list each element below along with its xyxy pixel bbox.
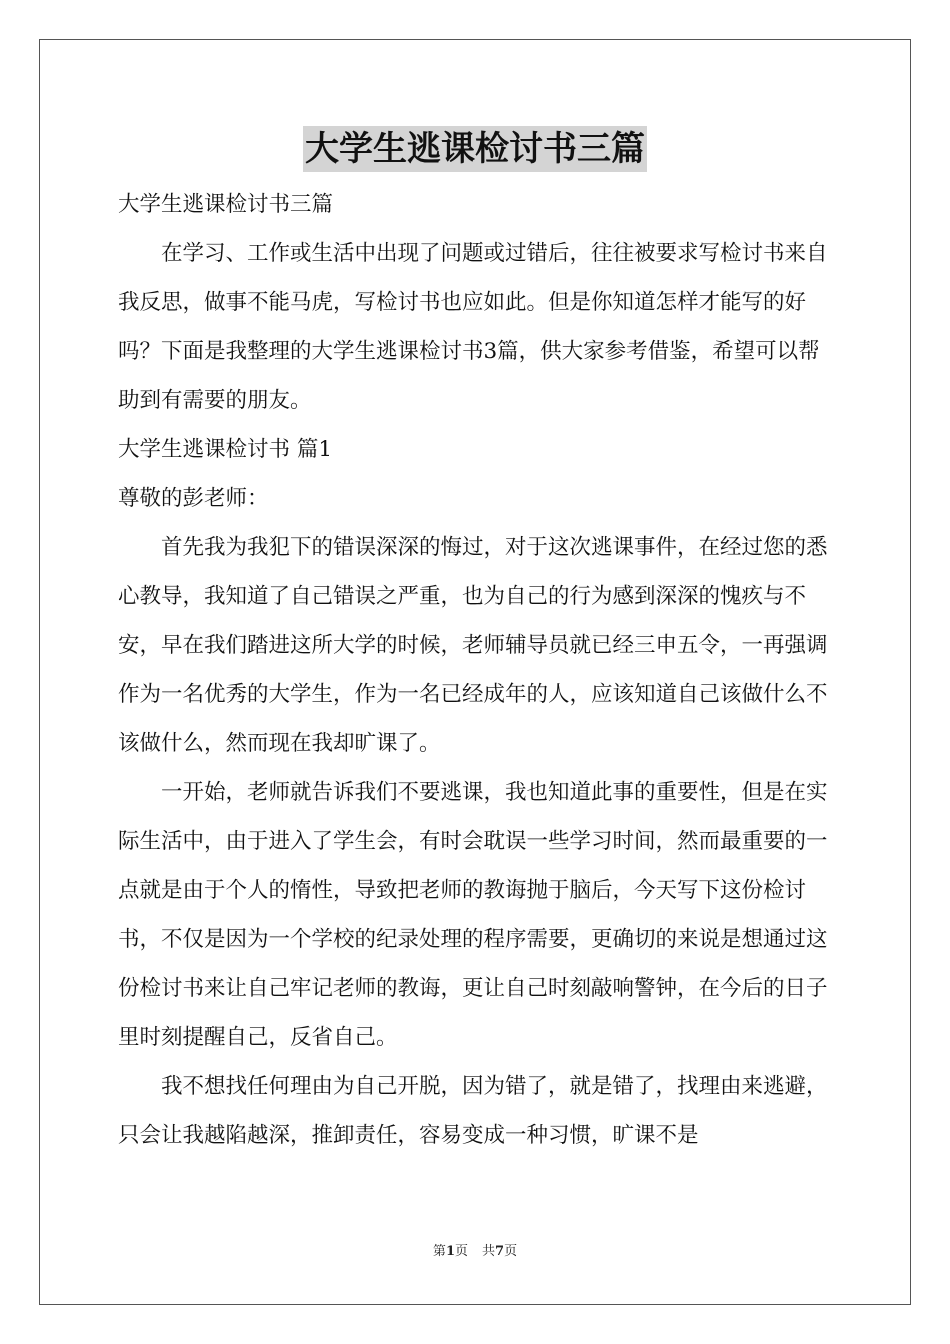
total-suffix: 页 [504, 1244, 518, 1259]
intro-paragraph: 在学习、工作或生活中出现了问题或过错后，往往被要求写检讨书来自我反思，做事不能马虎，写检讨书也应如此。但是你知道怎样才能写的好吗？下面是我整理的大学生逃课检讨书3篇，供大家参考借鉴，希望可以帮助到有需要的朋友。 [118, 241, 828, 413]
body-paragraph-1: 首先我为我犯下的错误深深的悔过，对于这次逃课事件，在经过您的悉心教导，我知道了自己错误之严重，也为自己的行为感到深深的愧疚与不安，早在我们踏进这所大学的时候，老师辅导员就已经三申五令，一再强调作为一名优秀的大学生，作为一名已经成年的人，应该知道自己该做什么不该做什么，然而现在我却旷课了。 [118, 535, 828, 756]
page-footer [0, 1243, 950, 1261]
title-container [0, 126, 950, 172]
total-prefix: 共 [482, 1244, 496, 1259]
salutation: 尊敬的彭老师： [118, 486, 269, 511]
page-current: 1 [445, 1244, 455, 1259]
document-body [118, 180, 834, 1160]
subtitle-line: 大学生逃课检讨书三篇 [118, 192, 334, 217]
document-title: 大学生逃课检讨书三篇 [303, 126, 647, 172]
section-heading: 大学生逃课检讨书 篇1 [118, 437, 333, 462]
body-paragraph-2: 一开始，老师就告诉我们不要逃课，我也知道此事的重要性，但是在实际生活中，由于进入了学生会，有时会耽误一些学习时间，然而最重要的一点就是由于个人的惰性，导致把老师的教诲抛于脑后，今天写下这份检讨书，不仅是因为一个学校的纪录处理的程序需要，更确切的来说是想通过这份检讨书来让自己牢记老师的教诲，更让自己时刻敲响警钟，在今后的日子里时刻提醒自己，反省自己。 [118, 780, 828, 1050]
body-paragraph-3: 我不想找任何理由为自己开脱，因为错了，就是错了，找理由来逃避，只会让我越陷越深，推卸责任，容易变成一种习惯，旷课不是 [118, 1074, 828, 1148]
page-prefix: 第 [432, 1244, 446, 1259]
page-total: 7 [495, 1244, 505, 1259]
page-suffix: 页 [454, 1244, 468, 1259]
